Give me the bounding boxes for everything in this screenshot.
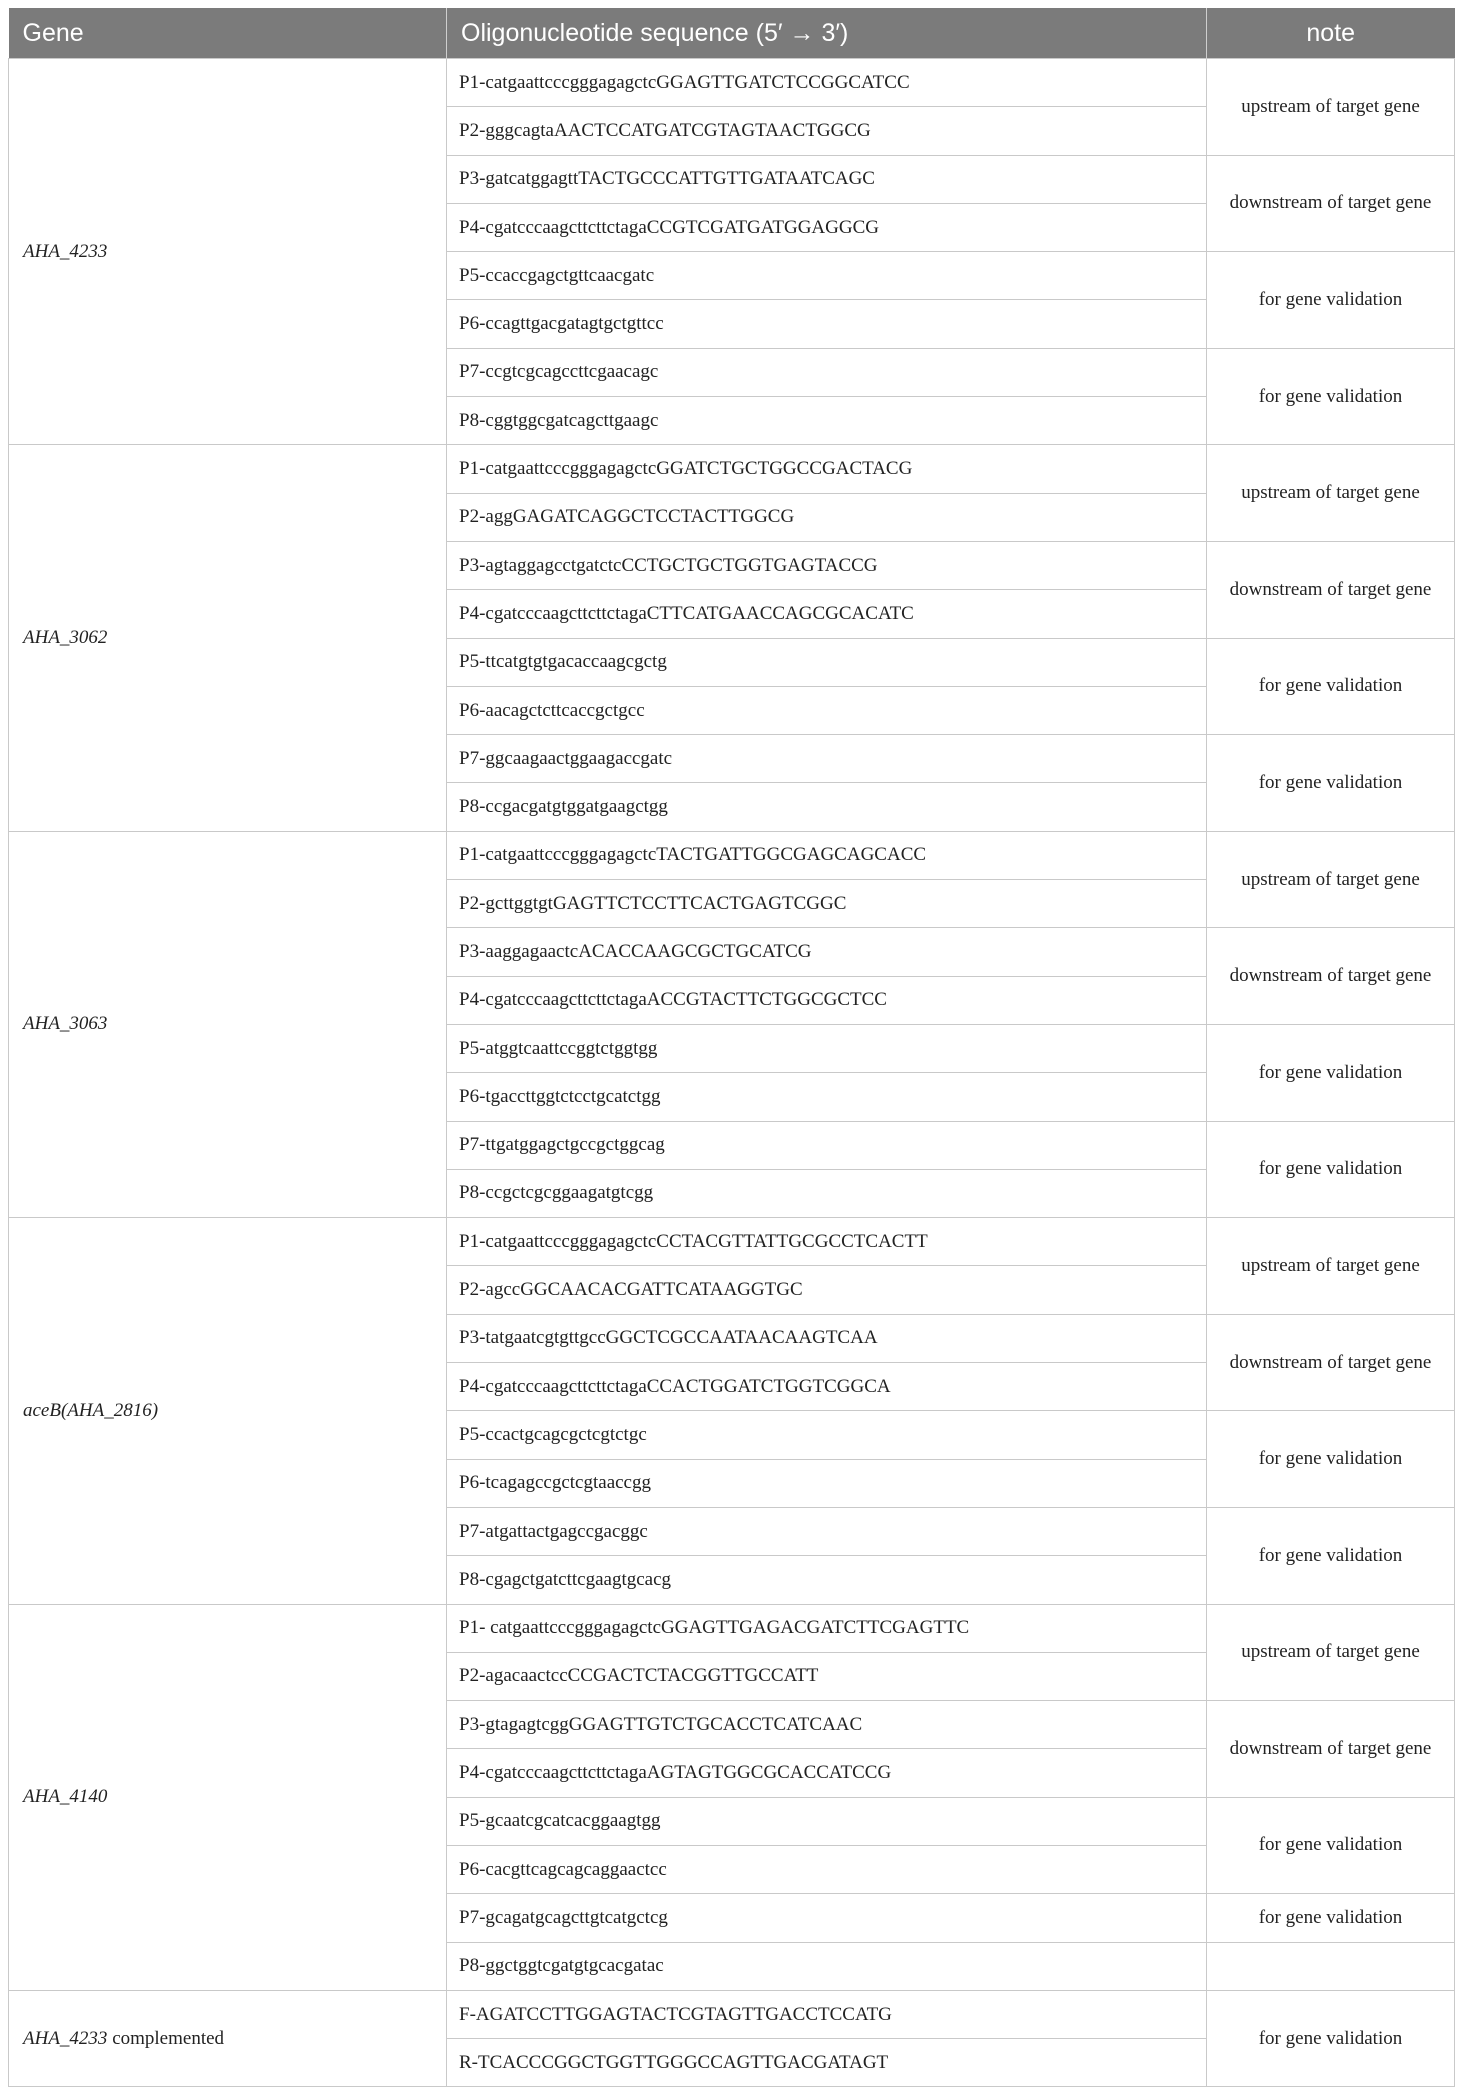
sequence-cell: P1- catgaattcccgggagagctcGGAGTTGAGACGATCTTCGAGTTC — [447, 1604, 1207, 1652]
sequence-cell: P8-cggtggcgatcagcttgaagc — [447, 397, 1207, 445]
note-cell: for gene validation — [1207, 1797, 1455, 1894]
sequence-cell: R-TCACCCGGCTGGTTGGGCCAGTTGACGATAGT — [447, 2039, 1207, 2087]
table-row — [9, 1604, 1455, 1652]
gene-cell: AHA_3062 — [9, 445, 447, 831]
sequence-cell: P6-ccagttgacgatagtgctgttcc — [447, 300, 1207, 348]
sequence-cell: P4-cgatcccaagcttcttctagaCCACTGGATCTGGTCGGCA — [447, 1363, 1207, 1411]
sequence-cell: P3-gtagagtcggGGAGTTGTCTGCACCTCATCAAC — [447, 1701, 1207, 1749]
sequence-cell: P4-cgatcccaagcttcttctagaCTTCATGAACCAGCGCACATC — [447, 590, 1207, 638]
sequence-cell: P6-cacgttcagcagcaggaactcc — [447, 1845, 1207, 1893]
table-row — [9, 445, 1455, 493]
sequence-cell: P2-agacaactccCCGACTCTACGGTTGCCATT — [447, 1652, 1207, 1700]
table-row — [9, 1990, 1455, 2038]
table-header-row — [9, 8, 1455, 59]
sequence-cell: P5-ttcatgtgtgacaccaagcgctg — [447, 638, 1207, 686]
gene-suffix: complemented — [107, 2027, 225, 2049]
table-row — [9, 59, 1455, 107]
sequence-cell: P8-ccgacgatgtggatgaagctgg — [447, 783, 1207, 831]
header-note: note — [1207, 8, 1455, 59]
header-gene: Gene — [9, 8, 447, 59]
sequence-cell: P3-tatgaatcgtgttgccGGCTCGCCAATAACAAGTCAA — [447, 1314, 1207, 1362]
note-cell-empty — [1207, 1942, 1455, 1990]
sequence-cell: P3-aaggagaactcACACCAAGCGCTGCATCG — [447, 928, 1207, 976]
note-cell: upstream of target gene — [1207, 1604, 1455, 1701]
gene-cell — [9, 1990, 447, 2087]
sequence-cell: F-AGATCCTTGGAGTACTCGTAGTTGACCTCCATG — [447, 1990, 1207, 2038]
sequence-cell: P7-ggcaagaactggaagaccgatc — [447, 735, 1207, 783]
note-cell: upstream of target gene — [1207, 831, 1455, 928]
sequence-cell: P5-gcaatcgcatcacggaagtgg — [447, 1797, 1207, 1845]
sequence-cell: P7-gcagatgcagcttgtcatgctcg — [447, 1894, 1207, 1942]
note-cell: upstream of target gene — [1207, 445, 1455, 542]
table-row — [9, 1218, 1455, 1266]
note-cell: for gene validation — [1207, 1990, 1455, 2087]
note-cell: for gene validation — [1207, 1121, 1455, 1218]
sequence-cell: P2-gggcagtaAACTCCATGATCGTAGTAACTGGCG — [447, 107, 1207, 155]
note-cell: for gene validation — [1207, 638, 1455, 735]
primer-table — [8, 8, 1455, 2087]
note-cell: downstream of target gene — [1207, 155, 1455, 252]
sequence-cell: P3-gatcatggagttTACTGCCCATTGTTGATAATCAGC — [447, 155, 1207, 203]
sequence-cell: P7-ccgtcgcagccttcgaacagc — [447, 348, 1207, 396]
note-cell: downstream of target gene — [1207, 1314, 1455, 1411]
sequence-cell: P1-catgaattcccgggagagctcGGAGTTGATCTCCGGCATCC — [447, 59, 1207, 107]
sequence-cell: P1-catgaattcccgggagagctcCCTACGTTATTGCGCCTCACTT — [447, 1218, 1207, 1266]
sequence-cell: P7-ttgatggagctgccgctggcag — [447, 1121, 1207, 1169]
sequence-cell: P5-ccaccgagctgttcaacgatc — [447, 252, 1207, 300]
sequence-cell: P2-gcttggtgtGAGTTCTCCTTCACTGAGTCGGC — [447, 880, 1207, 928]
sequence-cell: P6-tgaccttggtctcctgcatctgg — [447, 1073, 1207, 1121]
table-row — [9, 831, 1455, 879]
sequence-cell: P8-ggctggtcgatgtgcacgatac — [447, 1942, 1207, 1990]
note-cell: upstream of target gene — [1207, 59, 1455, 156]
note-cell: for gene validation — [1207, 1411, 1455, 1508]
sequence-cell: P6-aacagctcttcaccgctgcc — [447, 686, 1207, 734]
sequence-cell: P8-ccgctcgcggaagatgtcgg — [447, 1169, 1207, 1217]
note-cell: for gene validation — [1207, 1507, 1455, 1604]
note-cell: for gene validation — [1207, 1024, 1455, 1121]
sequence-cell: P2-agccGGCAACACGATTCATAAGGTGC — [447, 1266, 1207, 1314]
sequence-cell: P7-atgattactgagccgacggc — [447, 1507, 1207, 1555]
primer-table-container — [8, 8, 1454, 2087]
sequence-cell: P4-cgatcccaagcttcttctagaACCGTACTTCTGGCGCTCC — [447, 976, 1207, 1024]
gene-cell: AHA_3063 — [9, 831, 447, 1217]
note-cell: for gene validation — [1207, 348, 1455, 445]
gene-cell: AHA_4233 — [9, 59, 447, 445]
sequence-cell: P5-ccactgcagcgctcgtctgc — [447, 1411, 1207, 1459]
note-cell: downstream of target gene — [1207, 541, 1455, 638]
gene-name: AHA_4233 — [23, 2027, 108, 2049]
note-cell: downstream of target gene — [1207, 928, 1455, 1025]
sequence-cell: P5-atggtcaattccggtctggtgg — [447, 1024, 1207, 1072]
sequence-cell: P4-cgatcccaagcttcttctagaCCGTCGATGATGGAGGCG — [447, 203, 1207, 251]
note-cell: for gene validation — [1207, 735, 1455, 832]
header-sequence: Oligonucleotide sequence (5′ → 3′) — [447, 8, 1207, 59]
gene-cell: AHA_4140 — [9, 1604, 447, 1990]
sequence-cell: P4-cgatcccaagcttcttctagaAGTAGTGGCGCACCATCCG — [447, 1749, 1207, 1797]
note-cell: downstream of target gene — [1207, 1701, 1455, 1798]
note-cell: for gene validation — [1207, 1894, 1455, 1942]
sequence-cell: P1-catgaattcccgggagagctcTACTGATTGGCGAGCAGCACC — [447, 831, 1207, 879]
sequence-cell: P6-tcagagccgctcgtaaccgg — [447, 1459, 1207, 1507]
sequence-cell: P1-catgaattcccgggagagctcGGATCTGCTGGCCGACTACG — [447, 445, 1207, 493]
note-cell: for gene validation — [1207, 252, 1455, 349]
note-cell: upstream of target gene — [1207, 1218, 1455, 1315]
gene-cell: aceB(AHA_2816) — [9, 1218, 447, 1604]
sequence-cell: P3-agtaggagcctgatctcCCTGCTGCTGGTGAGTACCG — [447, 541, 1207, 589]
sequence-cell: P2-aggGAGATCAGGCTCCTACTTGGCG — [447, 493, 1207, 541]
sequence-cell: P8-cgagctgatcttcgaagtgcacg — [447, 1556, 1207, 1604]
